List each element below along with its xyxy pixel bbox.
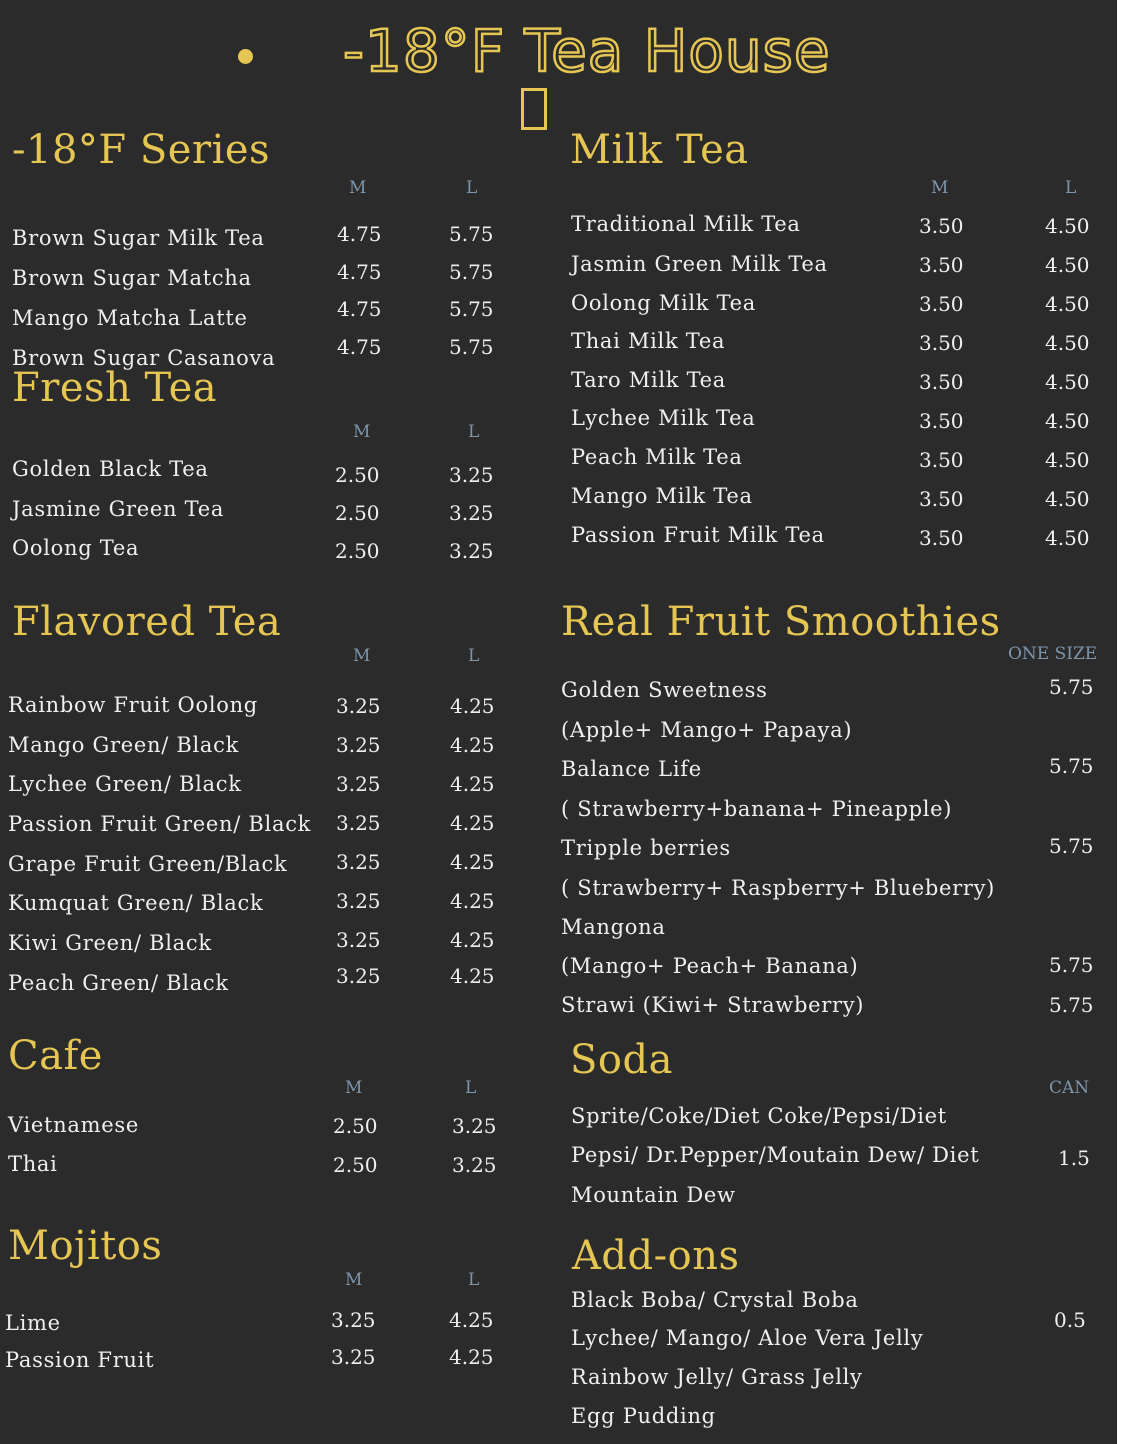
milk-tea-heading: Milk Tea bbox=[570, 127, 749, 173]
flavored-tea-item-name: Lychee Green/ Black bbox=[8, 772, 242, 796]
milk-tea-price-m: 3.50 bbox=[919, 526, 964, 550]
series-item-name: Brown Sugar Casanova bbox=[12, 346, 276, 370]
milk-tea-price-m: 3.50 bbox=[919, 409, 964, 433]
mojitos-item-name: Lime bbox=[5, 1311, 61, 1335]
series-price-l: 5.75 bbox=[449, 297, 494, 321]
milk-tea-price-l: 4.50 bbox=[1045, 253, 1090, 277]
series-price-m: 4.75 bbox=[337, 222, 382, 246]
fresh-tea-size-m: M bbox=[353, 422, 371, 442]
cafe-size-l: L bbox=[465, 1078, 477, 1098]
fresh-tea-price-m: 2.50 bbox=[335, 463, 380, 487]
series-price-m: 4.75 bbox=[337, 260, 382, 284]
page-title: -18°F Tea House bbox=[343, 17, 831, 85]
milk-tea-item-name: Oolong Milk Tea bbox=[571, 291, 757, 315]
flavored-tea-price-l: 4.25 bbox=[450, 694, 495, 718]
mojitos-size-l: L bbox=[468, 1270, 480, 1290]
smoothies-line: (Mango+ Peach+ Banana) bbox=[561, 954, 859, 978]
flavored-tea-price-m: 3.25 bbox=[336, 889, 381, 913]
soda-line: Pepsi/ Dr.Pepper/Moutain Dew/ Diet bbox=[571, 1143, 980, 1167]
smoothies-line: Tripple berries bbox=[561, 836, 731, 860]
milk-tea-price-m: 3.50 bbox=[919, 448, 964, 472]
milk-tea-size-l: L bbox=[1065, 178, 1077, 198]
smoothies-line: ( Strawberry+banana+ Pineapple) bbox=[561, 797, 953, 821]
fresh-tea-item-name: Jasmine Green Tea bbox=[12, 497, 225, 521]
mojitos-heading: Mojitos bbox=[8, 1223, 163, 1269]
flavored-tea-price-m: 3.25 bbox=[336, 964, 381, 988]
flavored-tea-price-l: 4.25 bbox=[450, 811, 495, 835]
flavored-tea-price-l: 4.25 bbox=[450, 889, 495, 913]
cafe-price-l: 3.25 bbox=[452, 1153, 497, 1177]
milk-tea-price-m: 3.50 bbox=[919, 370, 964, 394]
milk-tea-item-name: Passion Fruit Milk Tea bbox=[571, 523, 825, 547]
fresh-tea-heading: Fresh Tea bbox=[12, 365, 218, 411]
series-size-l: L bbox=[466, 178, 478, 198]
flavored-tea-price-m: 3.25 bbox=[336, 733, 381, 757]
fresh-tea-item-name: Oolong Tea bbox=[12, 536, 140, 560]
series-item-name: Brown Sugar Milk Tea bbox=[12, 226, 265, 250]
soda-heading: Soda bbox=[570, 1037, 673, 1083]
addons-line: Black Boba/ Crystal Boba bbox=[571, 1288, 859, 1312]
milk-tea-price-l: 4.50 bbox=[1045, 448, 1090, 472]
flavored-tea-price-m: 3.25 bbox=[336, 850, 381, 874]
soda-price: 1.5 bbox=[1058, 1146, 1090, 1170]
flavored-tea-item-name: Rainbow Fruit Oolong bbox=[8, 693, 258, 717]
series-item-name: Mango Matcha Latte bbox=[12, 306, 248, 330]
milk-tea-price-l: 4.50 bbox=[1045, 331, 1090, 355]
flavored-tea-size-m: M bbox=[353, 646, 371, 666]
flavored-tea-item-name: Kiwi Green/ Black bbox=[8, 931, 212, 955]
fresh-tea-item-name: Golden Black Tea bbox=[12, 457, 209, 481]
milk-tea-item-name: Thai Milk Tea bbox=[571, 329, 726, 353]
soda-line: Mountain Dew bbox=[571, 1183, 736, 1207]
bullet-dot bbox=[238, 49, 253, 64]
cafe-size-m: M bbox=[345, 1078, 363, 1098]
addons-line: Lychee/ Mango/ Aloe Vera Jelly bbox=[571, 1326, 924, 1350]
smoothies-line: Balance Life bbox=[561, 757, 702, 781]
milk-tea-item-name: Lychee Milk Tea bbox=[571, 406, 756, 430]
smoothies-size-one: ONE SIZE bbox=[1008, 644, 1098, 664]
flavored-tea-item-name: Passion Fruit Green/ Black bbox=[8, 812, 312, 836]
fresh-tea-size-l: L bbox=[468, 422, 480, 442]
smoothies-line: ( Strawberry+ Raspberry+ Blueberry) bbox=[561, 876, 996, 900]
smoothies-line: Golden Sweetness bbox=[561, 678, 768, 702]
cafe-item-name: Vietnamese bbox=[8, 1113, 139, 1137]
flavored-tea-heading: Flavored Tea bbox=[12, 599, 282, 645]
smoothies-line: (Apple+ Mango+ Papaya) bbox=[561, 718, 853, 742]
milk-tea-item-name: Jasmin Green Milk Tea bbox=[571, 252, 828, 276]
series-price-l: 5.75 bbox=[449, 335, 494, 359]
smoothies-price: 5.75 bbox=[1049, 993, 1094, 1017]
milk-tea-price-l: 4.50 bbox=[1045, 214, 1090, 238]
fresh-tea-price-l: 3.25 bbox=[449, 539, 494, 563]
flavored-tea-price-l: 4.25 bbox=[450, 772, 495, 796]
smoothies-line: Strawi (Kiwi+ Strawberry) bbox=[561, 993, 865, 1017]
fresh-tea-price-l: 3.25 bbox=[449, 463, 494, 487]
flavored-tea-price-m: 3.25 bbox=[336, 928, 381, 952]
cafe-price-m: 2.50 bbox=[333, 1114, 378, 1138]
soda-size-can: CAN bbox=[1049, 1078, 1090, 1098]
mojitos-price-m: 3.25 bbox=[331, 1345, 376, 1369]
flavored-tea-item-name: Mango Green/ Black bbox=[8, 733, 240, 757]
milk-tea-price-l: 4.50 bbox=[1045, 487, 1090, 511]
milk-tea-price-l: 4.50 bbox=[1045, 292, 1090, 316]
mojitos-item-name: Passion Fruit bbox=[5, 1348, 155, 1372]
smoothies-price: 5.75 bbox=[1049, 834, 1094, 858]
smoothies-line: Mangona bbox=[561, 915, 666, 939]
smoothies-price: 5.75 bbox=[1049, 754, 1094, 778]
flavored-tea-size-l: L bbox=[468, 646, 480, 666]
smoothies-heading: Real Fruit Smoothies bbox=[561, 599, 1001, 645]
soda-line: Sprite/Coke/Diet Coke/Pepsi/Diet bbox=[571, 1104, 947, 1128]
flavored-tea-price-l: 4.25 bbox=[450, 964, 495, 988]
flavored-tea-price-m: 3.25 bbox=[336, 772, 381, 796]
cafe-price-l: 3.25 bbox=[452, 1114, 497, 1138]
flavored-tea-price-l: 4.25 bbox=[450, 733, 495, 757]
cafe-item-name: Thai bbox=[8, 1152, 58, 1176]
milk-tea-price-m: 3.50 bbox=[919, 331, 964, 355]
milk-tea-price-l: 4.50 bbox=[1045, 370, 1090, 394]
missing-glyph-box bbox=[521, 88, 547, 130]
fresh-tea-price-m: 2.50 bbox=[335, 539, 380, 563]
mojitos-price-l: 4.25 bbox=[449, 1308, 494, 1332]
flavored-tea-item-name: Peach Green/ Black bbox=[8, 971, 229, 995]
milk-tea-item-name: Mango Milk Tea bbox=[571, 484, 753, 508]
addons-price: 0.5 bbox=[1054, 1308, 1086, 1332]
mojitos-size-m: M bbox=[345, 1270, 363, 1290]
smoothies-price: 5.75 bbox=[1049, 953, 1094, 977]
series-heading: -18°F Series bbox=[12, 127, 271, 173]
addons-line: Egg Pudding bbox=[571, 1404, 716, 1428]
cafe-heading: Cafe bbox=[8, 1033, 103, 1079]
milk-tea-price-l: 4.50 bbox=[1045, 526, 1090, 550]
milk-tea-price-m: 3.50 bbox=[919, 214, 964, 238]
cafe-price-m: 2.50 bbox=[333, 1153, 378, 1177]
flavored-tea-price-m: 3.25 bbox=[336, 811, 381, 835]
flavored-tea-price-m: 3.25 bbox=[336, 694, 381, 718]
flavored-tea-price-l: 4.25 bbox=[450, 928, 495, 952]
addons-heading: Add-ons bbox=[572, 1233, 740, 1279]
flavored-tea-item-name: Grape Fruit Green/Black bbox=[8, 852, 288, 876]
series-size-m: M bbox=[349, 178, 367, 198]
addons-line: Rainbow Jelly/ Grass Jelly bbox=[571, 1365, 863, 1389]
flavored-tea-item-name: Kumquat Green/ Black bbox=[8, 891, 264, 915]
series-price-m: 4.75 bbox=[337, 297, 382, 321]
series-price-m: 4.75 bbox=[337, 335, 382, 359]
milk-tea-item-name: Taro Milk Tea bbox=[571, 368, 727, 392]
mojitos-price-l: 4.25 bbox=[449, 1345, 494, 1369]
flavored-tea-price-l: 4.25 bbox=[450, 850, 495, 874]
fresh-tea-price-l: 3.25 bbox=[449, 501, 494, 525]
smoothies-price: 5.75 bbox=[1049, 675, 1094, 699]
milk-tea-item-name: Peach Milk Tea bbox=[571, 445, 743, 469]
milk-tea-price-l: 4.50 bbox=[1045, 409, 1090, 433]
mojitos-price-m: 3.25 bbox=[331, 1308, 376, 1332]
series-price-l: 5.75 bbox=[449, 260, 494, 284]
milk-tea-price-m: 3.50 bbox=[919, 487, 964, 511]
series-item-name: Brown Sugar Matcha bbox=[12, 266, 252, 290]
milk-tea-size-m: M bbox=[931, 178, 949, 198]
milk-tea-price-m: 3.50 bbox=[919, 292, 964, 316]
milk-tea-item-name: Traditional Milk Tea bbox=[571, 212, 801, 236]
milk-tea-price-m: 3.50 bbox=[919, 253, 964, 277]
series-price-l: 5.75 bbox=[449, 222, 494, 246]
fresh-tea-price-m: 2.50 bbox=[335, 501, 380, 525]
